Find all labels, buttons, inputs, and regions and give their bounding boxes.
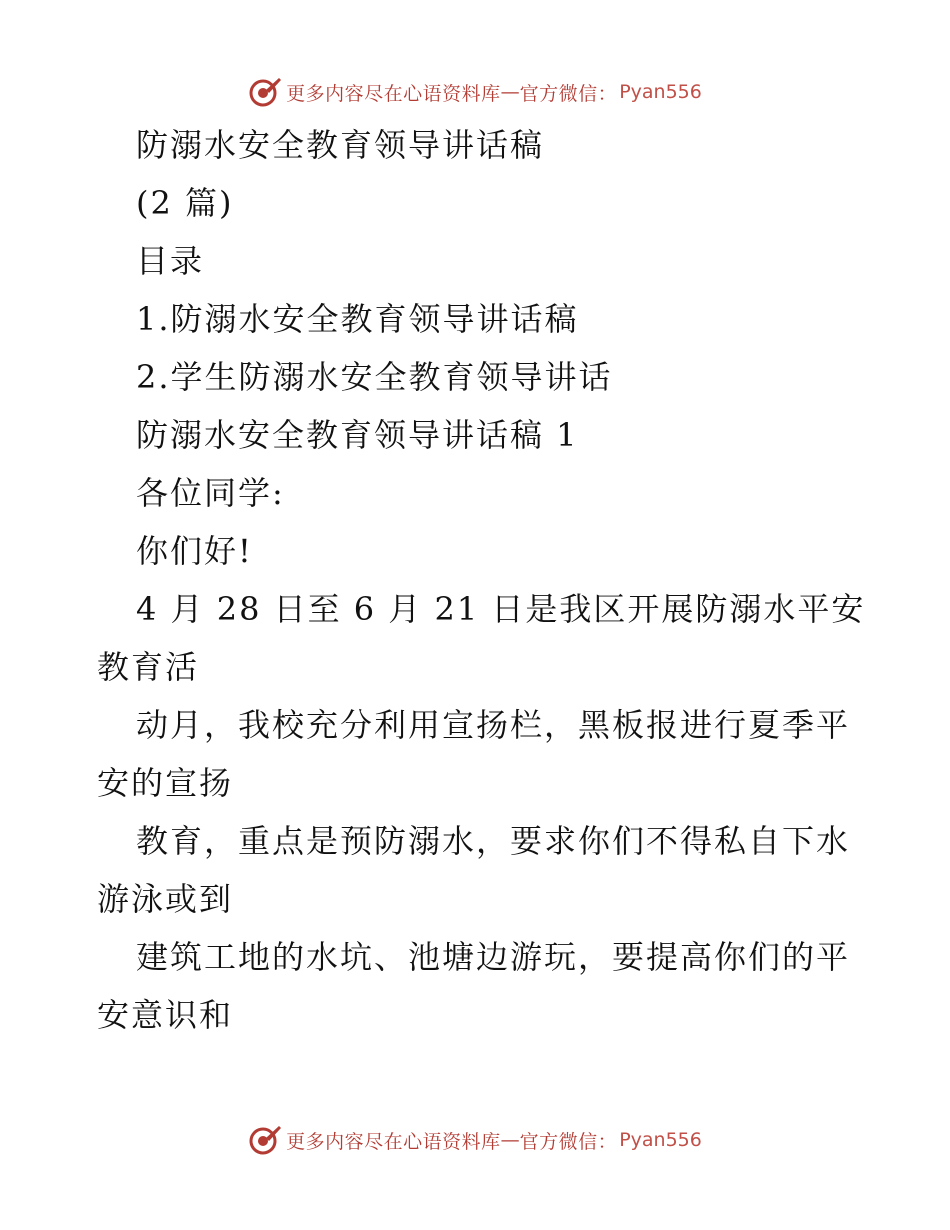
watermark-label: 官方微信： bbox=[519, 1130, 618, 1153]
document-subtitle: (2 篇) bbox=[136, 184, 234, 222]
watermark-brand: 更多内容尽在心语资料库 bbox=[286, 82, 501, 105]
pen-logo-icon bbox=[248, 75, 282, 109]
paragraph-line: 教育，重点是预防溺水，要求你们不得私自下水 bbox=[136, 822, 851, 860]
toc-heading: 目录 bbox=[136, 242, 205, 280]
paragraph-line: 游泳或到 bbox=[97, 880, 234, 918]
paragraph-line: 建筑工地的水坑、池塘边游玩，要提高你们的平 bbox=[136, 938, 851, 976]
paragraph-line: 安意识和 bbox=[97, 996, 234, 1034]
paragraph-line: 教育活 bbox=[97, 648, 200, 686]
toc-item-1: 1.防溺水安全教育领导讲话稿 bbox=[136, 300, 579, 338]
watermark-brand: 更多内容尽在心语资料库 bbox=[286, 1130, 501, 1153]
paragraph-line: 动月，我校充分利用宣扬栏，黑板报进行夏季平 bbox=[136, 706, 851, 744]
document-body bbox=[0, 116, 950, 1044]
paragraph-line: 4 月 28 日至 6 月 21 日是我区开展防溺水平安 bbox=[136, 590, 866, 628]
watermark-label: 官方微信： bbox=[519, 82, 618, 105]
paragraph-line: 安的宣扬 bbox=[97, 764, 234, 802]
section-heading: 防溺水安全教育领导讲话稿 1 bbox=[136, 416, 579, 454]
watermark-separator: — bbox=[500, 1129, 520, 1151]
pen-logo-icon bbox=[248, 1123, 282, 1157]
watermark-header bbox=[0, 72, 950, 112]
salutation: 各位同学: bbox=[136, 474, 285, 512]
toc-item-2: 2.学生防溺水安全教育领导讲话 bbox=[136, 358, 613, 396]
greeting: 你们好! bbox=[136, 532, 253, 570]
watermark-account: Pyan556 bbox=[619, 1129, 702, 1151]
watermark-footer bbox=[0, 1120, 950, 1160]
document-title: 防溺水安全教育领导讲话稿 bbox=[136, 126, 545, 164]
watermark-account: Pyan556 bbox=[619, 81, 702, 103]
watermark-separator: — bbox=[500, 81, 520, 103]
